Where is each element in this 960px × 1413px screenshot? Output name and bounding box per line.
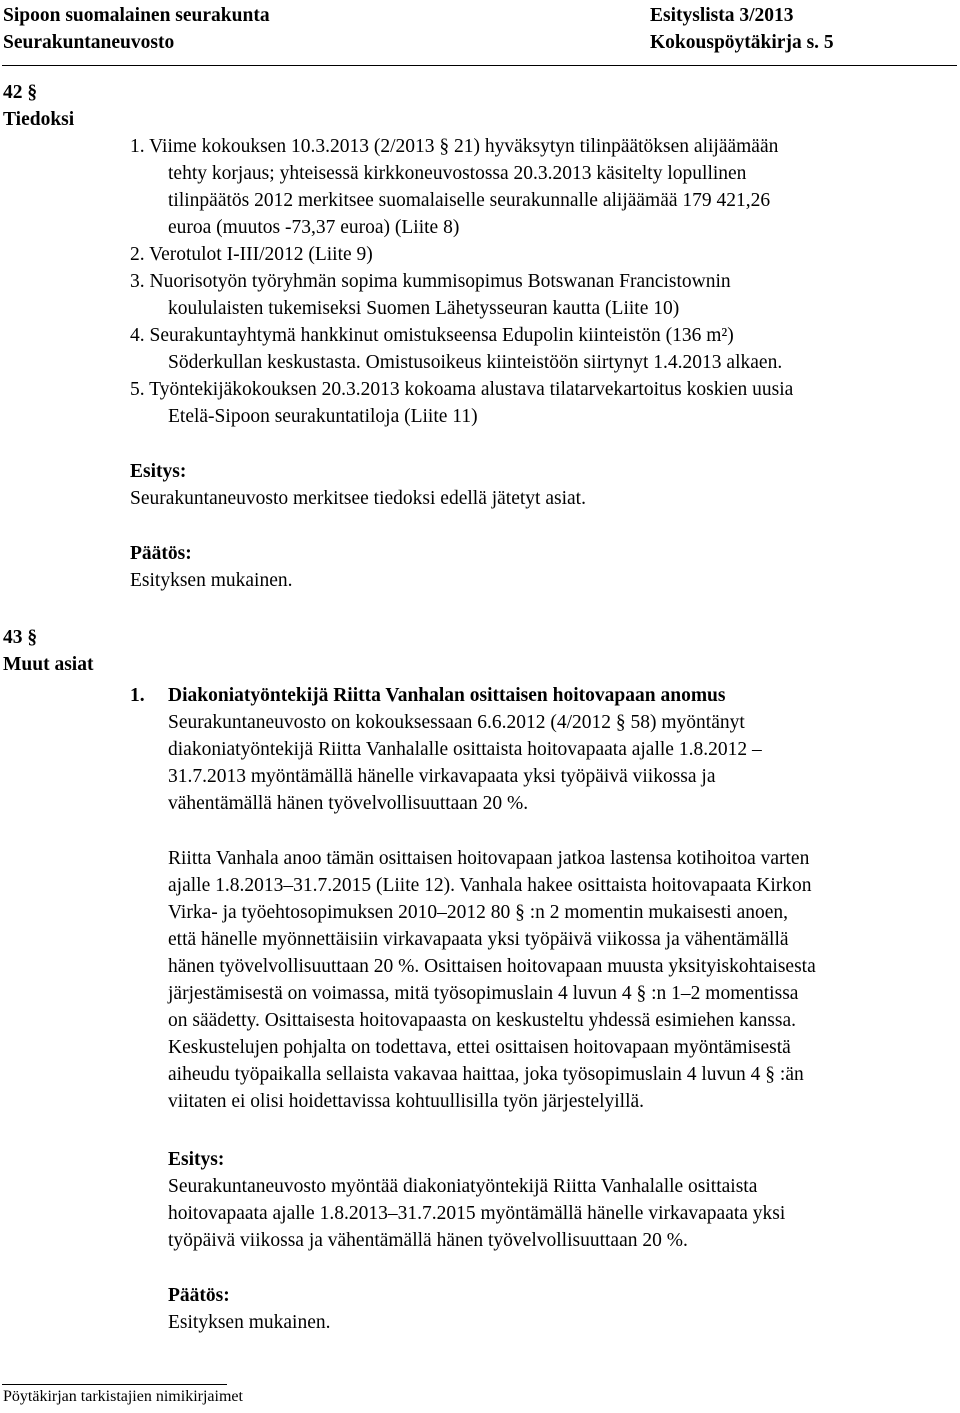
section-sign-icon: § — [27, 82, 38, 103]
section-42-number — [3, 79, 37, 106]
proposal-line-3: työpäivä viikossa ja vähentämällä hänen työvelvollisuuttaan 20 %. — [168, 1230, 688, 1251]
paragraph-2-line-3: Virka- ja työehtosopimuksen 2010–2012 80 § :n 2 momentin mukaisesti anoen, — [168, 902, 789, 923]
header-divider — [2, 65, 957, 66]
header-org: Sipoon suomalainen seurakunta — [3, 5, 270, 26]
list-item-4-line-1: 4. Seurakuntayhtymä hankkinut omistukseensa Edupolin kiinteistön (136 m²) — [130, 325, 734, 346]
paragraph-2-line-5: hänen työvelvollisuuttaan 20 %. Osittaisen hoitovapaan muusta yksityiskohtaisesta — [168, 956, 816, 977]
section-42-proposal-text: Seurakuntaneuvosto merkitsee tiedoksi edellä jätetyt asiat. — [130, 488, 586, 509]
section-43-item-number: 1. — [130, 685, 145, 706]
header-agenda-number: Esityslista 3/2013 — [650, 5, 794, 26]
paragraph-2-line-10: viitaten ei olisi hoidettavissa kohtuullisilla työn järjestelyillä. — [168, 1091, 645, 1112]
section-42-decision-text: Esityksen mukainen. — [130, 570, 293, 591]
list-item-3-line-1: 3. Nuorisotyön työryhmän sopima kummisopimus Botswanan Francistownin — [130, 271, 731, 292]
paragraph-2-line-9: aiheudu työpaikalla sellaista vakavaa haittaa, joka työsopimuslain 4 luvun 4 § :än — [168, 1064, 804, 1085]
section-43-number-text: 43 — [3, 627, 23, 648]
footer-divider — [2, 1384, 227, 1385]
section-43-decision-label: Päätös: — [168, 1285, 230, 1306]
section-42-proposal-label: Esitys: — [130, 461, 187, 482]
paragraph-1-line-1: Seurakuntaneuvosto on kokouksessaan 6.6.2012 (4/2012 § 58) myöntänyt — [168, 712, 745, 733]
section-42-number-text: 42 — [3, 82, 23, 103]
proposal-line-2: hoitovapaata ajalle 1.8.2013–31.7.2015 myöntämällä hänelle virkavapaata yksi — [168, 1203, 786, 1224]
paragraph-2-line-6: järjestämisestä on voimassa, mitä työsopimuslain 4 luvun 4 § :n 1–2 momentissa — [168, 983, 799, 1004]
list-item-1-line-1: 1. Viime kokouksen 10.3.2013 (2/2013 § 21) hyväksytyn tilinpäätöksen alijäämään — [130, 136, 779, 157]
list-item-2-line-1: 2. Verotulot I-III/2012 (Liite 9) — [130, 244, 373, 265]
section-43-proposal-label: Esitys: — [168, 1149, 225, 1170]
section-42-decision-label: Päätös: — [130, 543, 192, 564]
list-item-4-line-2: Söderkullan keskustasta. Omistusoikeus kiinteistöön siirtynyt 1.4.2013 alkaen. — [168, 352, 783, 373]
paragraph-1-line-2: diakoniatyöntekijä Riitta Vanhalalle osittaista hoitovapaata ajalle 1.8.2012 – — [168, 739, 762, 760]
section-43-number — [3, 624, 37, 651]
section-42-title: Tiedoksi — [3, 109, 75, 130]
list-item-3-line-2: koululaisten tukemiseksi Suomen Lähetysseuran kautta (Liite 10) — [168, 298, 680, 319]
paragraph-1-line-3: 31.7.2013 myöntämällä hänelle virkavapaata yksi työpäivä viikossa ja — [168, 766, 716, 787]
paragraph-2-line-1: Riitta Vanhala anoo tämän osittaisen hoitovapaan jatkoa lastensa kotihoitoa varten — [168, 848, 810, 869]
proposal-line-1: Seurakuntaneuvosto myöntää diakoniatyöntekijä Riitta Vanhalalle osittaista — [168, 1176, 758, 1197]
header-minutes-page: Kokouspöytäkirja s. 5 — [650, 32, 834, 53]
section-43-title: Muut asiat — [3, 654, 94, 675]
section-43-decision-text: Esityksen mukainen. — [168, 1312, 331, 1333]
paragraph-2-line-4: että hänelle myönnettäisiin virkavapaata yksi työpäivä viikossa ja vähentämällä — [168, 929, 789, 950]
list-item-1-line-2: tehty korjaus; yhteisessä kirkkoneuvostossa 20.3.2013 käsitelty lopullinen — [168, 163, 747, 184]
header-body-name: Seurakuntaneuvosto — [3, 32, 175, 53]
paragraph-2-line-7: on säädetty. Osittaisesta hoitovapaasta on keskusteltu yhdessä esimiehen kanssa. — [168, 1010, 797, 1031]
paragraph-2-line-8: Keskustelujen pohjalta on todettava, ettei osittaisen hoitovapaan myöntämisestä — [168, 1037, 791, 1058]
list-item-5-line-2: Etelä-Sipoon seurakuntatiloja (Liite 11) — [168, 406, 478, 427]
paragraph-2-line-2: ajalle 1.8.2013–31.7.2015 (Liite 12). Vanhala hakee osittaista hoitovapaata Kirkon — [168, 875, 812, 896]
list-item-5-line-1: 5. Työntekijäkokouksen 20.3.2013 kokoama alustava tilatarvekartoitus koskien uusia — [130, 379, 794, 400]
section-sign-icon: § — [27, 627, 38, 648]
list-item-1-line-3: tilinpäätös 2012 merkitsee suomalaiselle seurakunnalle alijäämää 179 421,26 — [168, 190, 771, 211]
footer-text: Pöytäkirjan tarkistajien nimikirjaimet — [3, 1388, 243, 1405]
section-43-item-title: Diakoniatyöntekijä Riitta Vanhalan osittaisen hoitovapaan anomus — [168, 685, 726, 706]
paragraph-1-line-4: vähentämällä hänen työvelvollisuuttaan 20 %. — [168, 793, 529, 814]
list-item-1-line-4: euroa (muutos -73,37 euroa) (Liite 8) — [168, 217, 460, 238]
